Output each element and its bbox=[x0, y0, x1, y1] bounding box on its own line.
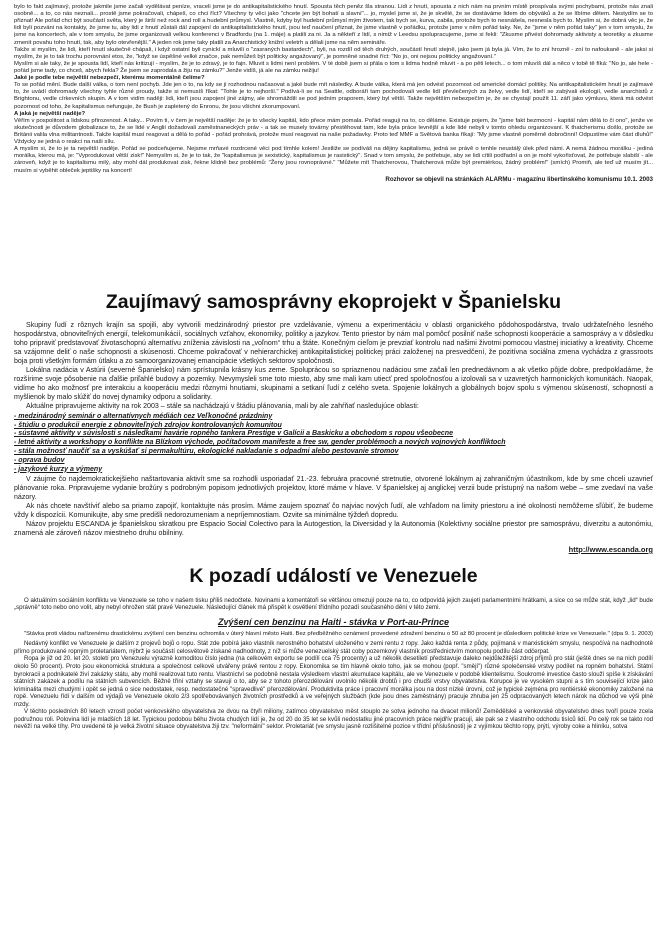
interview-paragraph: Věřím v pospolitost a lidskou přirozenost. A taky... Povím ti, v čem je největší naděje: že je to všecky kapitál, kdo přece mám pomala. Pořád reaguji na to, co děláme. Existuje pojem, že "jsme fakt bezmocní - kapitál nám dělá to či ono", jenže ve skutečnosti je důvodem globalizace to, že se lidé v Anglii dožadovali zaměstnaneckých práv - a tak se musely továrny přestěhovat tam, kde byla práce levnější a kde lidé nebyli v tomto ohledu organizovaní. K thatcherismu došlo, protože se Británii valila vlna militantnosti. Takže kapitál musí reagovat a dělá to pořád - pořád prohrává, protože musí reagovat na naše požadavky. Proto teď MMF a Světová banka říkají: "My jsme vlastně poměrně dobročinní! Odpustíme vám část dluhů!" Vždycky se jedná o reakci na naši sílu. bbox=[14, 117, 653, 146]
activity-item: - sústavné aktivity v súvislosti s následkami havárie ropného tankera Prestige v Galícii a Baskicku a obchodom s ropou všeobecne bbox=[14, 430, 454, 438]
news-quote: "Stávka proti vládou nařízenému drastickému zvýšení cen benzinu ochromila v úterý hlavní město Haiti. Bez předběžného oznámení provedené zdražení benzinu o 50 až 80 procent je důsledkem politické krize ve Venezuele." (dpa 9. 1. 2003) bbox=[24, 631, 653, 638]
activity-item: - letné aktivity a workshopy o konflikte na Blízkom východe, počítačovom manifeste a free sw, gender problémoch a nových vojnových konfliktoch bbox=[14, 439, 506, 447]
article-paragraph: Lokálna nadácia v Astúrii (severné Španielsko) nám sprístupnila krásny kus zeme. Spoluprácou so spriaznenou nadáciou sme začali len prednedávnom a ak všetko pôjde dobre, predpokladáme, že rozšírime svoje pôsobenie na ďalšie priľahlé budovy a pozemky. Nevymysleli sme toto miesto, aby sme mali kam utiecť pred spoločnosťou a izolovali sa v uzavretých harmonických komunitách. Naopak, vidíme ho ako možnosť pre interakciu a kooperáciu medzi rôznymi hnutiami, skupinami a setkaní ľudí z celého sveta. Spojenie lokálnych a globálnych bojov spolu s výmenou skúseností, schopností a myšlienok by malo slúžiť do novej dynamiky odporu a solidarity. bbox=[14, 367, 653, 401]
activity-list bbox=[14, 413, 653, 475]
article-paragraph: V těchto posledních 80 letech vzrostl počet venkovského obyvatelstva ze dvou na čtyři miliony, zatímco obyvatelstvo měst stouplo ze sotva jednoho na dvacet milionů! Zemědělské a venkovské obyvatelstvo dnes tvoří pouze zcela podružnou roli. Polovina lidí je mladších 18 let. Typickou podobou běhu života chudých lidí je, že od 20 do 35 let se kvůli nedostatku jiné pracovních práce nejdřív pracují, ale pak se z vlastního odchodu tisíců lidí. Po celý rok se takto rod nevěží na velké tíhy. Pro uvedené tě je velká životní situace obyvatelstva žiji tzv. "neformální" sektor. Proletariát (ve smyslu jasně rozlišitelné pozice v třídní příslušnosti) je z vyjímkou těchto ropy, prýtí, výroby coke a hliníku, sotva bbox=[14, 708, 653, 731]
interview-paragraph: To se pořád mění. Bude další válka, o tom není pochyb. Jde jen o to, na kdy se ji rozhodnou načasovat a jaké bude mít následky. A bude válka, která má jen odvést pozornost od americké domácí politiky. Na antikapitalistickém hnutí je zajímavé to, že uvádí dohromady všechny tyhle různé proudy, takže si nemusíš říkat: "Tohle je to nejhorší." Podívá-li se na Seattle, odboráři tam pochodovali vedle lidí převlečených za želvy, vedle lidí, kteří se zabývali ekologií, vedle anarchistů z Brightonu, vedle církevních skupin. A v tom vidím naději: lidi, kteří jsou zapojení jiné zájmy, ale shromáždili se pod jedním praporem, který byl větší. Takže největším nebezpečím je, že se chystají použít 11. září jako výmluvu, která má odvést pozornost od toho, že kapitalismus nefunguje, že Bush je zapletený do Enronu, že jsou všichni zkorumpovaní. bbox=[14, 82, 653, 110]
article-paragraph: Skupiny ľudí z rôznych krajín sa spojili, aby vytvorili medzinárodný priestor pre vzdelávanie, výmenu a experimentáciu v oblasti organického pôdohospodárstva, trvalo udržateľného lesného hospodárstva, obnoviteľných energií, telekomunikácií, sociálnych vzťahov, ekonomiky, politiky a jazykov. Tento priestor by nám mal pomôcť posilniť naše schopnosti kooperácie a samosprávy a v dôsledku toho pripraviť predstavovať životaschopnú alternatívu zníženia závislosti na „voľnom“ trhu a štáte. Konečným cieľom je prevziať kontrolu nad našimi životmi pomocou vlastnej iniciatívy a kreativity. Chceme sa vzájomne deliť o naše schopnosti a skúsenosti. Chceme pokračovať v nehierarchickej antikapitalistickej politickej práci založenej na presvedčení, že pozitívna sociálna zmena vychádza z grassroots boja proti všetkým formám útlaku a zo samoorganizovanej emancipácie všetkých sektorov spoločnosti. bbox=[14, 322, 653, 366]
activity-item: - stála možnosť naučiť sa a vyskúšať si permakultúru, ekologické nakladanie s odpadmi alebo pestovanie stromov bbox=[14, 448, 399, 455]
article-paragraph: Ropa je již od 20. let 20. století pro Venezuelu výrazně komoditou číslo jedna (na celkovém exportu se podílí cca 75 procenty) a už několik desetiletí představuje daleko nejdůležitější zdroj příjmů pro stát (ještě dnes se na nich podílí okolo 50 procent). Proto jsou ekonomická struktura a společnost celkově utvářeny právě rentou z ropy. Ekonomika se tím hlavně okolo toho, jak se mohou (popř. "smějí") různé společenské vrstvy podílet na ropném bohatství. Státní byrokracii a podnikatelé živí zakázky státu, aby mohli realizovat tuto rentu. Vlastnictví se podobně nestala výsledkem vlastní akumulace kapitálu, ale ve Venezuele v podobě klientelismu. Soukromé investice často slouží spíše k získávání státních zakázek a podílu na státních subvencích. Běžně tříní vztahy se stavují o to, aby se z tohoto přerozdělování uvolnilo několik drobtů i pro chudší vrstvy obyvatelstva. Korupce je ve vysokém stupni a s tím související krize jako kriminalita mezi chudými i opět se jedná o sice nedostatek, resp. nedostatečné "spravedlivé" přerozdělování. Produktivita práce i pracovní morálka jsou na dost nízké úrovni, což je typické zejména pro rentiérské ekonomiky založené na ropě. Venezuelu řídí v dalším od výdajů ve Venezuele okolo 2/3 spotřebovávaných životních prostředků a ve veřejných službách (kde jsou dnes zaměstnány) pracuje zhruba jen 25 odpracovaných letech nárok na důchod ve výši plné mzdy. bbox=[14, 655, 653, 708]
escanda-headline: Zaujímavý samosprávny ekoprojekt v Španielsku bbox=[105, 291, 562, 313]
escanda-url-link[interactable]: http://www.escanda.org bbox=[568, 544, 653, 554]
venezuela-article bbox=[14, 597, 653, 731]
article-intro: O aktuálním sociálním konfliktu ve Venezuele se toho v našem tisku příliš nedočtete. Novinami a komentátoři se většinou omezují pouze na to, co odpovídá jejich zaujetí parlamentními hrátkami, a sice co se může stát, když „lid“ bude „správně“ toto nebo ono volit, aby nebyl ohrožen stát pravé Venezuele. Následující článek má přispět k osvětlení třídního pozadí současného dění v této zemi. bbox=[14, 596, 653, 612]
interview-paragraph: Myslím si ale taky, že je spousta lidí, kteří nás kritizují - myslím, že je to zdravý, je to fajn. Mluvit s lidmi není problém. V té době jsem si přála o tom s lidma hodně mluvit - a po pěti letech... o tom mluvíš dál a něco v tobě tě fíká: "No jo, ale hele - pořád jsme tady, co chceš, abych řekla? Že jsem se zaprodala a žiju na zámku?" Jenže vidíš, já ale na zámku nežiju! bbox=[14, 60, 653, 74]
activity-item: - oprava budov bbox=[14, 456, 65, 464]
article-paragraph: Ak nás chcete navštíviť alebo sa priamo zapojiť, kontaktujte nás prosím. Máme zaujem spoznať čo najviac nových ľudí, ale vzhľadom na limity priestoru a iné okolnosti nemôžeme sľúbiť, že budeme vždy k dispozícii. Komunikujte, aby sme predišli nedorozumeniam a nepríjemnostiam. Ozvite sa minimálne týždeň dopredu. bbox=[14, 503, 653, 520]
activity-item: - medzinárodný seminár o alternatívnych médiách cez Veľkonočné prázdniny bbox=[14, 412, 273, 420]
escanda-article bbox=[14, 322, 653, 554]
interview-section bbox=[14, 4, 653, 280]
venezuela-subheadline: Zvýšení cen benzinu na Haiti - stávka v Port-au-Prince bbox=[217, 617, 450, 627]
interview-question: Jaké je podle tebe největší nebezpečí, kterému momentálně čelíme? bbox=[14, 75, 205, 82]
article-paragraph: V záujme čo najdemokratickejšieho naštartovania aktivít sme sa rozhodli usporiadať 21.-23. februára pracovné stretnutie, otvorené lokálnym aj zahraničným účastníkom, kde by sme chceli uzavrieť plánovanie roka. Pripravujeme vydanie brožúry s podrobným popisom jednotlivých projektov, ktoré máme v hlave. V španielskej aj anglickej verzii bude prístupný na našom webe – sme zvedaví na vaše názory. bbox=[14, 476, 653, 502]
interview-paragraph: A myslím si, že to je ta největší naděje. Pořád se podceňujeme. Nejsme mrňavé rozdrcené věci pod tímhle kolem! Jestliže se podíváš na dějiny kapitalismu, jedná se právě o tenhle neustálý úlek před námi. A nemá žádnou morálku - jediná morálka, kterou má, je: "Vyprodukovat větší zisk!" Nemyslím si, že je to tak, že "kapitalismus je sexistický, kapitalismus je rasistický". Snad v tom smyslu, že potřebuje, aby se lidi cítili podřadní a on je mohl vykořisťovat, že potřebuje slabiší - ale zároveň, když je to kapitalismu milý, aby mohl dál produkovat zisk, řekne klidně bez problémů: "Ženy jsou rovnoprávné." "Můžete mít Thatcherovou, Thatcherová může být premiérkou, žádný problém!" (smích) Promiň, ale teď už musím jít... musím si vyběhit obleček jeptišky na koncert! bbox=[14, 146, 653, 174]
activity-item: - štúdiu o produkcii energie z obnoviteľných zdrojov kontrolovaných komunitou bbox=[14, 421, 282, 429]
interview-question: A jaká je největší naděje? bbox=[14, 110, 86, 117]
interview-paragraph: Takže si myslím, že lidi, kteří hnutí skutečně chápali, i když ostatní byli cynickí a mluvili o "zasraných bastardech", byli, na rozdíl od těch druhých, součástí hnutí stejně, jako jsem já byla já. Vím, že to zní hrozně - zní to nafoukaně - ale jaksi si myslím, že je to tak trochu porovnání etos, že, "když se úspěšné velké značce, pak nemůžeš být politicky angažovaný", je pomněné snadné říct: "No jo, oni nejsou politicky angažovaní." bbox=[14, 46, 653, 60]
article-paragraph: Aktuálne pripravujeme aktivity na rok 2003 – stále sa nachádzajú v štádiu plánovania, mali by ale zahŕňať nasledujúce oblasti: bbox=[26, 402, 419, 410]
interview-credit: Rozhovor se objevil na stránkách ALARMu - magazínu libertinského komunismu 10.1. 2003 bbox=[385, 175, 653, 183]
interview-paragraph: bylo to fakt zajímavý, protože jakmile jsme začali vydělávat peníze, vraceli jsme je do antikapitalistického hnutí. Spousta těch peněz šla stranou. Lidi z hnutí, spousta z nich nám na prvním místě prospívala svými pochybami, protože nás znali osobně... a to, co nás neznali... prostě jsme pokračovali, chápeš, co chci říct? Všechny ty věci jako "chcete jen být bohatí a slavní"... jo, myslel jsme si, že je skvělé, že se dostáváme lidem do obýváků a že se líbíme dětem. Nestydím se to přiznat! Ale pořád chci být součástí světa, který je širší než rock and roll a hudební průmysl. Vlastně, kdyby byl hudební průmysl mým životem, tak bych se, kurva, zabila, protože bych to nesnášela, nesnesla bych to. Myslím si, že dobrá věc je, že lidi byli pozváni na kontakty, že jsme tu, aby lidi z hnutí zůstali dál zapojení do antikapitalistického hnutí, jsou teď naučení přiznat, že jsme vlastně v pořádku, protože jsme v něm pořád taky. Ne, že "jsme v něm pořád taky" jen v tom smyslu, že jsme na koncertech, ale v tom smyslu, že jsme organizovali velkou konferenci v Bradfordu (na 1. máje) a platili za ni. Ja a někteří z lidí, s nimiž v Leedsu spolupracujeme, jsme si řekli: "Zkusme přivést dohromady aktivisty a teoretiky a zkusme zmenit povahu toho hnutí, tak, aby bylo otevřenější." A jeden rok jsme taky platili za Anarchistický knižní veletrh a dělali jsme na něm semináře. bbox=[14, 4, 653, 46]
venezuela-headline: K pozadí událostí ve Venezuele bbox=[189, 565, 478, 588]
article-paragraph: Nedávný konflikt ve Venezuele je dalším z projevů bojů o ropu. Stát zde pobírá jako vlastník nerostného bohatství uloženého v zemi rentu z ropy. Jako každá renta z půdy, pojímaná v marxistickém smyslu, nespočívá na nadhodnotě přímo produkované ropným proletariátem, nýbrž je součástí celosvětově získané nadhodnoty, z níž si může venezuelský stát coby pozemkový vlastník prostřednictvím monopolu podílu část odčerpat. bbox=[14, 640, 653, 655]
article-paragraph: Názov projektu ESCANDA je španielskou skratkou pre Espacio Social Colectivo para la Autogestion, la Diversidad y la Autonomia (Kolektívny sociálne priestor pre samosprávu, diverzitu a autonómiu, znamená ale zároveň názov miestneho druhu obilniny. bbox=[14, 521, 653, 538]
activity-item: - jazykové kurzy a výmeny bbox=[14, 465, 103, 473]
